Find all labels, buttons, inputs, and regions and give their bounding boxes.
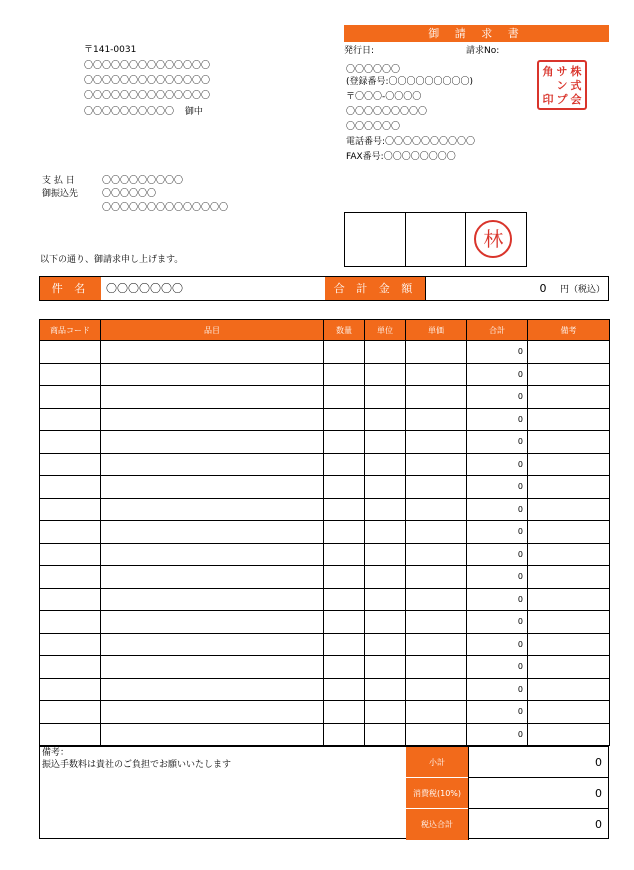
table-cell [528, 408, 610, 431]
remarks-text: 振込手数料は貴社のご負担でお願いいたします [42, 760, 232, 770]
table-cell [406, 543, 467, 566]
bank-value-2: 〇〇〇〇〇〇〇〇〇〇〇〇〇〇 [102, 203, 229, 213]
bank-value-1: 〇〇〇〇〇〇 [102, 189, 157, 199]
table-cell [365, 678, 406, 701]
row-total-cell: 0 [467, 678, 528, 701]
table-cell [365, 543, 406, 566]
table-cell [406, 386, 467, 409]
table-cell [101, 341, 324, 364]
table-cell [324, 701, 365, 724]
table-cell [324, 363, 365, 386]
table-cell [406, 476, 467, 499]
table-cell [324, 633, 365, 656]
table-cell [365, 498, 406, 521]
table-cell [365, 453, 406, 476]
table-cell [40, 701, 101, 724]
seal-cell [345, 213, 406, 266]
table-cell [406, 521, 467, 544]
col-header-qty: 数量 [324, 320, 365, 341]
table-row [40, 566, 610, 589]
subtotal-value: 0 [468, 747, 608, 778]
table-cell [528, 521, 610, 544]
row-total-cell: 0 [467, 633, 528, 656]
table-row [40, 521, 610, 544]
row-total-cell: 0 [467, 588, 528, 611]
col-header-total: 合計 [467, 320, 528, 341]
payment-due-label: 支 払 日 [42, 176, 75, 186]
table-cell [528, 588, 610, 611]
table-row [40, 341, 610, 364]
table-cell [528, 678, 610, 701]
table-cell [101, 656, 324, 679]
col-header-item: 品目 [101, 320, 324, 341]
stamp-char: ン [556, 78, 568, 92]
table-cell [324, 588, 365, 611]
table-cell [101, 431, 324, 454]
total-amount-value: 0 [539, 282, 547, 295]
table-cell [365, 363, 406, 386]
table-cell [40, 341, 101, 364]
row-total-cell: 0 [467, 723, 528, 746]
issuer-address-2: 〇〇〇〇〇〇 [346, 122, 401, 132]
table-cell [365, 408, 406, 431]
table-cell [406, 611, 467, 634]
row-total-cell: 0 [467, 431, 528, 454]
table-row [40, 476, 610, 499]
table-cell [101, 723, 324, 746]
table-cell [365, 476, 406, 499]
recipient-honorific: 御中 [184, 107, 203, 117]
issuer-address-1: 〇〇〇〇〇〇〇〇〇 [346, 107, 428, 117]
table-row [40, 408, 610, 431]
table-cell [324, 386, 365, 409]
stamp-char: 式 [570, 78, 582, 92]
table-cell [40, 498, 101, 521]
bank-label: 御振込先 [42, 189, 79, 199]
row-total-cell: 0 [467, 476, 528, 499]
issuer-phone: 電話番号:〇〇〇〇〇〇〇〇〇〇 [346, 137, 476, 147]
recipient-line-2: 〇〇〇〇〇〇〇〇〇〇〇〇〇〇 [84, 76, 211, 86]
seal-cell-hanko [466, 213, 526, 266]
table-cell [40, 656, 101, 679]
table-row [40, 723, 610, 746]
row-total-cell: 0 [467, 543, 528, 566]
table-cell [528, 633, 610, 656]
table-cell [40, 588, 101, 611]
col-header-unit: 単位 [365, 320, 406, 341]
items-table [39, 319, 610, 746]
table-cell [101, 566, 324, 589]
table-cell [101, 363, 324, 386]
table-cell [40, 543, 101, 566]
table-header-row [40, 320, 610, 341]
table-row [40, 498, 610, 521]
payment-due-value: 〇〇〇〇〇〇〇〇〇 [102, 176, 184, 186]
issuer-postal: 〒〇〇〇-〇〇〇〇 [346, 92, 422, 102]
subject-total-row [39, 276, 609, 301]
recipient-name [84, 105, 203, 120]
table-cell [406, 431, 467, 454]
table-cell [365, 588, 406, 611]
table-cell [528, 701, 610, 724]
row-total-cell: 0 [467, 341, 528, 364]
table-row [40, 611, 610, 634]
row-total-cell: 0 [467, 386, 528, 409]
total-amount-cell [425, 277, 609, 300]
subject-value: 〇〇〇〇〇〇〇 [106, 282, 183, 295]
row-total-cell: 0 [467, 521, 528, 544]
table-cell [406, 633, 467, 656]
stamp-char: 角 [542, 64, 554, 78]
issuer-fax: FAX番号:〇〇〇〇〇〇〇〇 [346, 152, 456, 162]
seal-cell [406, 213, 467, 266]
table-cell [324, 498, 365, 521]
table-cell [40, 408, 101, 431]
table-cell [40, 431, 101, 454]
table-cell [101, 476, 324, 499]
row-total-cell: 0 [467, 701, 528, 724]
table-cell [101, 701, 324, 724]
recipient-line-1: 〇〇〇〇〇〇〇〇〇〇〇〇〇〇 [84, 61, 211, 71]
table-row [40, 386, 610, 409]
table-cell [406, 498, 467, 521]
table-cell [406, 453, 467, 476]
table-cell [528, 386, 610, 409]
table-cell [406, 701, 467, 724]
table-cell [406, 588, 467, 611]
remarks-label: 備考： [42, 748, 70, 758]
table-cell [101, 386, 324, 409]
table-row [40, 431, 610, 454]
table-cell [40, 453, 101, 476]
table-cell [324, 543, 365, 566]
table-cell [40, 363, 101, 386]
recipient-postal: 〒141-0031 [84, 45, 137, 55]
table-row [40, 453, 610, 476]
approval-seal-boxes [344, 212, 527, 267]
table-cell [324, 521, 365, 544]
table-cell [324, 656, 365, 679]
table-cell [40, 566, 101, 589]
table-cell [528, 476, 610, 499]
row-total-cell: 0 [467, 656, 528, 679]
row-total-cell: 0 [467, 566, 528, 589]
col-header-price: 単価 [406, 320, 467, 341]
footer-summary [39, 746, 609, 839]
stamp-char: 会 [570, 92, 582, 106]
table-cell [406, 363, 467, 386]
col-header-notes: 備考 [528, 320, 610, 341]
table-cell [365, 723, 406, 746]
row-total-cell: 0 [467, 363, 528, 386]
table-cell [40, 678, 101, 701]
table-cell [528, 341, 610, 364]
subtotal-label: 小計 [406, 747, 468, 778]
table-cell [40, 633, 101, 656]
table-cell [365, 341, 406, 364]
col-header-code: 商品コード [40, 320, 101, 341]
row-total-cell: 0 [467, 498, 528, 521]
row-total-cell: 0 [467, 611, 528, 634]
table-cell [406, 678, 467, 701]
table-row [40, 588, 610, 611]
total-amount-suffix: 円（税込） [559, 285, 605, 295]
table-cell [40, 723, 101, 746]
table-cell [324, 611, 365, 634]
issue-date-label: 発行日: [344, 46, 375, 56]
grand-total-label: 税込合計 [406, 809, 468, 840]
table-cell [324, 453, 365, 476]
table-cell [365, 611, 406, 634]
table-cell [406, 408, 467, 431]
table-cell [324, 476, 365, 499]
table-cell [324, 408, 365, 431]
table-cell [101, 611, 324, 634]
table-row [40, 363, 610, 386]
table-cell [528, 566, 610, 589]
table-cell [324, 566, 365, 589]
table-cell [365, 656, 406, 679]
table-cell [528, 498, 610, 521]
table-cell [365, 566, 406, 589]
table-cell [528, 723, 610, 746]
table-cell [528, 431, 610, 454]
issuer-name: 〇〇〇〇〇〇 [346, 65, 401, 75]
table-cell [101, 521, 324, 544]
table-cell [365, 701, 406, 724]
table-cell [365, 386, 406, 409]
row-total-cell: 0 [467, 408, 528, 431]
table-cell [40, 521, 101, 544]
table-cell [528, 543, 610, 566]
stamp-char: 株 [570, 64, 582, 78]
table-cell [528, 363, 610, 386]
tax-label: 消費税(10%) [406, 778, 468, 809]
invoice-no-label: 請求No: [466, 46, 500, 56]
table-row [40, 678, 610, 701]
row-total-cell: 0 [467, 453, 528, 476]
table-cell [324, 723, 365, 746]
hanko-stamp: 林 [474, 220, 512, 258]
table-cell [528, 453, 610, 476]
recipient-name-text: 〇〇〇〇〇〇〇〇〇〇 [84, 107, 175, 117]
table-cell [528, 611, 610, 634]
stamp-char: サ [556, 64, 568, 78]
table-row [40, 633, 610, 656]
table-cell [406, 341, 467, 364]
table-cell [40, 386, 101, 409]
table-cell [406, 656, 467, 679]
table-cell [101, 408, 324, 431]
table-cell [101, 633, 324, 656]
table-cell [406, 566, 467, 589]
table-cell [40, 611, 101, 634]
table-cell [365, 633, 406, 656]
table-cell [406, 723, 467, 746]
table-row [40, 543, 610, 566]
table-cell [40, 476, 101, 499]
recipient-line-3: 〇〇〇〇〇〇〇〇〇〇〇〇〇〇 [84, 91, 211, 101]
grand-total-value: 0 [468, 809, 608, 840]
table-cell [101, 498, 324, 521]
greeting-text: 以下の通り、御請求申し上げます。 [40, 255, 184, 265]
table-cell [101, 678, 324, 701]
table-cell [101, 588, 324, 611]
table-cell [101, 543, 324, 566]
stamp-char: プ [556, 92, 568, 106]
subject-label: 件 名 [40, 277, 101, 300]
table-cell [324, 431, 365, 454]
table-row [40, 701, 610, 724]
document-title: 御 請 求 書 [344, 25, 609, 42]
table-cell [101, 453, 324, 476]
table-cell [365, 431, 406, 454]
total-amount-label: 合 計 金 額 [325, 277, 425, 300]
table-cell [365, 521, 406, 544]
table-cell [324, 341, 365, 364]
issuer-registration: (登録番号:〇〇〇〇〇〇〇〇〇) [346, 77, 474, 87]
stamp-char: 印 [542, 92, 554, 106]
company-stamp [537, 60, 587, 110]
tax-value: 0 [468, 778, 608, 809]
table-cell [324, 678, 365, 701]
table-row [40, 656, 610, 679]
table-cell [528, 656, 610, 679]
